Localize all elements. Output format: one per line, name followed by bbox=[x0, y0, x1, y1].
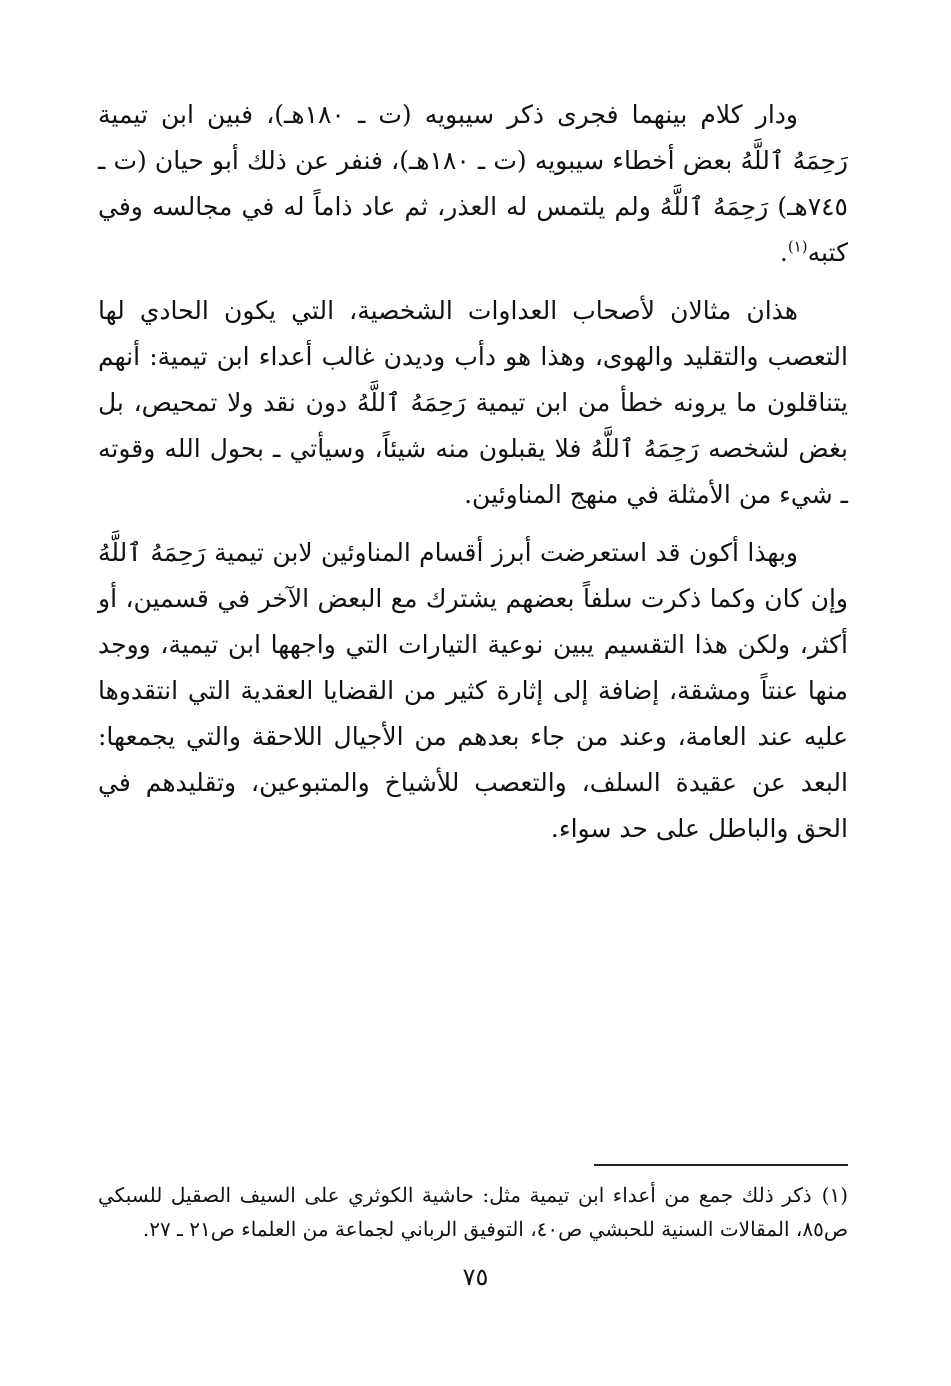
footnote-number: (١) bbox=[821, 1183, 848, 1207]
paragraph-2: هذان مثالان لأصحاب العداوات الشخصية، التي يكون الحادي لها التعصب والتقليد والهوى، وهذا هو دأب وديدن غالب أعداء ابن تيمية: أنهم يتناقلون ما يرونه خطأ من ابن تيمية رَحِمَهُ ٱللَّهُ دون نقد ولا تمحيص، بل بغض لشخصه رَحِمَهُ ٱللَّهُ فلا يقبلون منه شيئاً، وسيأتي ـ بحول الله وقوته ـ شيء من الأمثلة في منهج المناوئين. bbox=[98, 296, 848, 509]
footnote bbox=[98, 1178, 848, 1246]
footnote-separator bbox=[594, 1164, 848, 1166]
page-number: ٧٥ bbox=[462, 1263, 489, 1291]
paragraph-1-text: ودار كلام بينهما فجرى ذكر سيبويه (ت ـ ١٨٠هـ)، فبين ابن تيمية رَحِمَهُ ٱللَّهُ بعض أخطاء سيبويه (ت ـ ١٨٠هـ)، فنفر عن ذلك أبو حيان (ت ـ ٧٤٥هـ) رَحِمَهُ ٱللَّهُ ولم يلتمس له العذر، ثم عاد ذاماً له في مجالسه وفي كتبه bbox=[98, 100, 848, 267]
paragraph-1-end: . bbox=[779, 238, 788, 267]
main-text bbox=[98, 92, 848, 864]
paragraph-1 bbox=[98, 92, 848, 276]
footnote-reference[interactable]: (١) bbox=[787, 237, 808, 256]
paragraph-3: وبهذا أكون قد استعرضت أبرز أقسام المناوئين لابن تيمية رَحِمَهُ ٱللَّهُ وإن كان وكما ذكرت سلفاً بعضهم يشترك مع البعض الآخر في قسمين، أو أكثر، ولكن هذا التقسيم يبين نوعية التيارات التي واجهها ابن تيمية، ووجد منها عنتاً ومشقة، إضافة إلى إثارة كثير من القضايا العقدية التي انتقدوها عليه عند العامة، وعند من جاء بعدهم من الأجيال اللاحقة والتي يجمعها: البعد عن عقيدة السلف، والتعصب للأشياخ والمتبوعين، وتقليدهم في الحق والباطل على حد سواء. bbox=[98, 538, 848, 843]
footnote-text: ذكر ذلك جمع من أعداء ابن تيمية مثل: حاشية الكوثري على السيف الصقيل للسبكي ص٨٥، المقالات السنية للحبشي ص٤٠، التوفيق الرباني لجماعة من العلماء ص٢١ ـ ٢٧. bbox=[98, 1183, 848, 1241]
